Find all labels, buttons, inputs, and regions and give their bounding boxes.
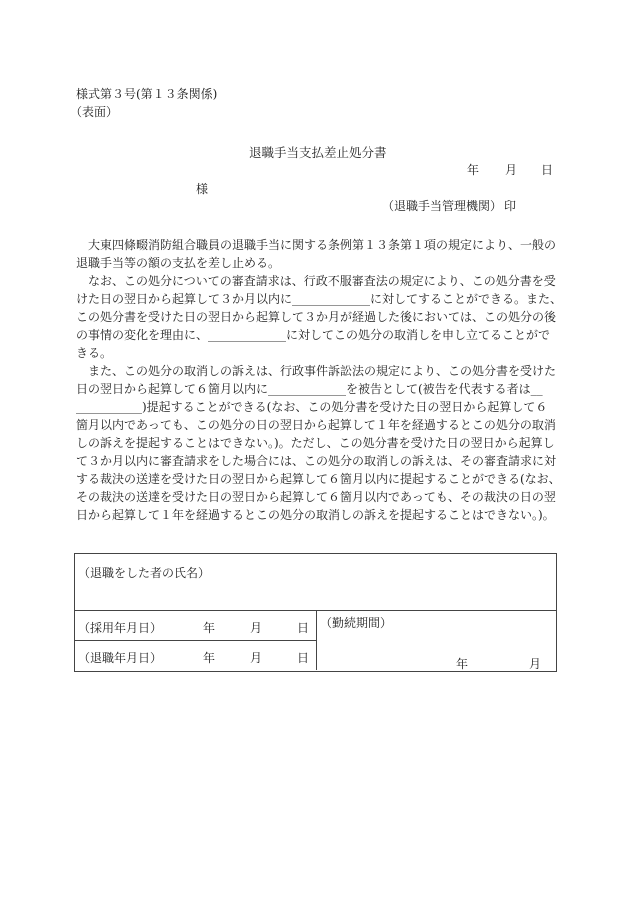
retiree-name-label: （退職をした者の氏名） [78, 566, 211, 580]
body-line: きる。 [76, 346, 113, 360]
retire-date-label: （退職年月日） [78, 651, 163, 665]
body-line: その裁決の送達を受けた日の翌日から起算して６箇月以内であっても、その裁決の日の翌 [76, 490, 556, 504]
date-year-label: 年 [467, 163, 480, 177]
table-divider [74, 640, 317, 641]
date-day-label: 日 [541, 163, 554, 177]
issuer-seal: 印 [504, 199, 517, 213]
table-divider [74, 610, 556, 611]
body-line: 退職手当等の額の支払を差し止める。 [76, 256, 281, 270]
hire-day-label: 日 [297, 621, 310, 635]
issuer-label: （退職手当管理機関） [382, 199, 503, 213]
retire-year-label: 年 [203, 651, 216, 665]
body-line: この処分書を受けた日の翌日から起算して３か月が経過した後においては、この処分の後 [76, 310, 557, 324]
body-line: けた日の翌日から起算して３か月以内に_____________に対してすることができる。また、 [76, 292, 563, 306]
date-month-label: 月 [505, 163, 518, 177]
body-line: また、この処分の取消しの訴えは、行政事件訴訟法の規定により、この処分書を受けた [76, 364, 557, 378]
hire-month-label: 月 [250, 621, 263, 635]
body-line: する裁決の送達を受けた日の翌日から起算して６箇月以内に提起することができる(なお、 [76, 472, 561, 486]
service-year-label: 年 [456, 657, 469, 671]
retire-day-label: 日 [297, 651, 310, 665]
table-divider [316, 610, 317, 670]
body-line: なお、この処分についての審査請求は、行政不服審査法の規定により、この処分書を受 [76, 274, 556, 288]
addressee-suffix: 様 [196, 182, 209, 196]
body-line: の事情の変化を理由に、_____________に対してこの処分の取消しを申し立てることがで [76, 328, 551, 342]
body-line: しの訴えを提起することはできない。)。ただし、この処分書を受けた日の翌日から起算し [76, 436, 555, 450]
body-line: ___________)提起することができる(なお、この処分書を受けた日の翌日から起算して６ [76, 400, 548, 414]
form-side: （表面） [70, 105, 119, 119]
hire-year-label: 年 [203, 621, 216, 635]
retire-month-label: 月 [250, 651, 263, 665]
form-number: 様式第３号(第１３条関係) [76, 87, 218, 101]
hire-date-label: （採用年月日） [78, 621, 163, 635]
body-line: 日から起算して１年を経過するとこの処分の取消しの訴えを提起することはできない。)。 [76, 508, 555, 522]
body-line: 箇月以内であっても、この処分の日の翌日から起算して１年を経過するとこの処分の取消 [76, 418, 556, 432]
body-line: 大東四條畷消防組合職員の退職手当に関する条例第１３条第１項の規定により、一般の [76, 238, 557, 252]
document-title: 退職手当支払差止処分書 [249, 145, 387, 160]
service-month-label: 月 [529, 657, 542, 671]
body-line: 日の翌日から起算して６箇月以内に_____________を被告として(被告を代表する者は__ [76, 382, 543, 396]
service-period-label: （勤続期間） [320, 616, 393, 630]
body-line: て３か月以内に審査請求をした場合には、この処分の取消しの訴えは、その審査請求に対 [76, 454, 557, 468]
